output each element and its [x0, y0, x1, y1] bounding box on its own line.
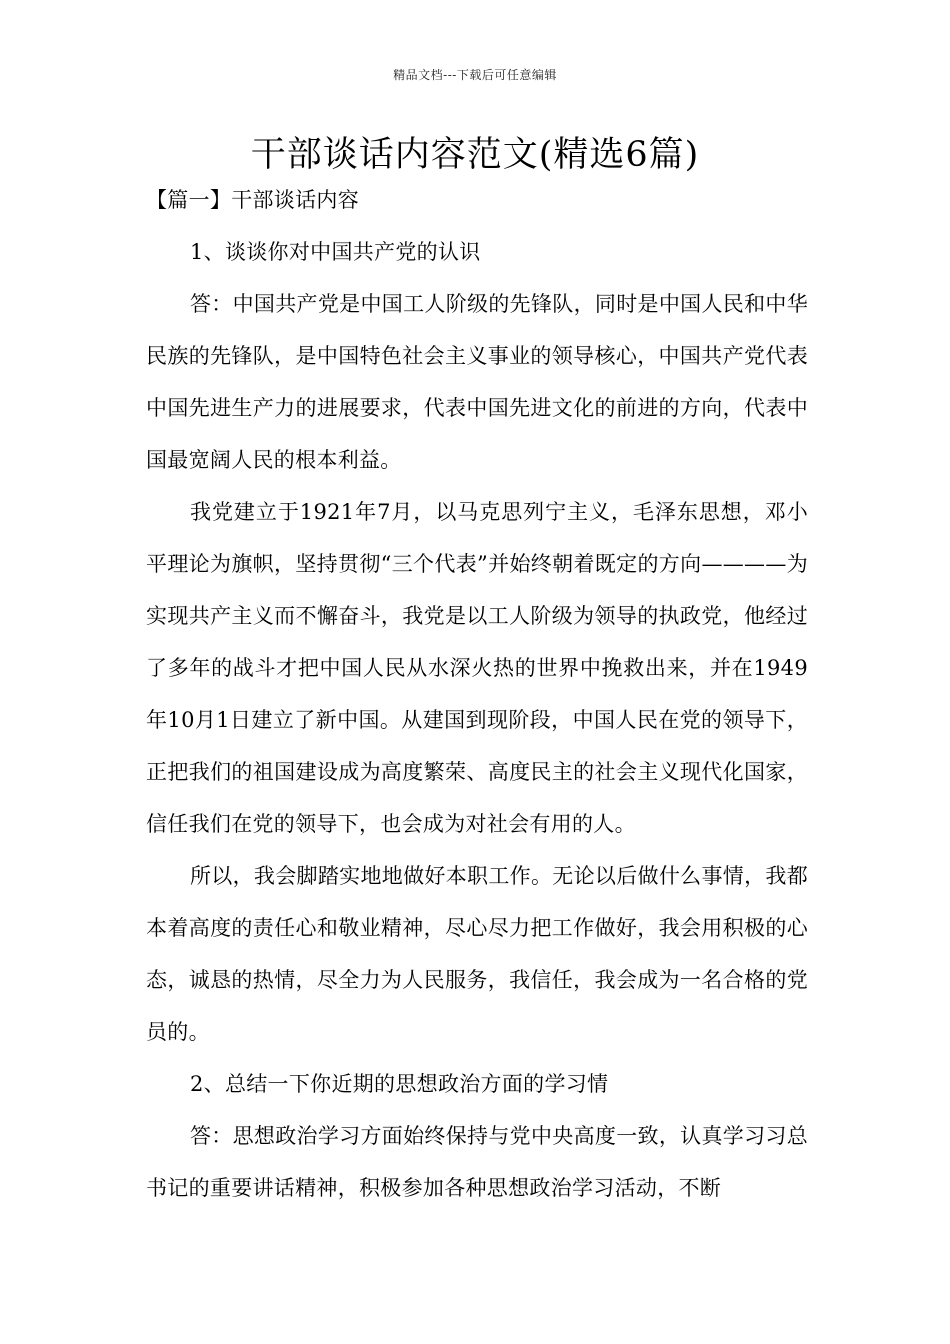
answer-1-paragraph-1: 答：中国共产党是中国工人阶级的先锋队，同时是中国人民和中华民族的先锋队，是中国特色社会主义事业的领导核心，中国共产党代表中国先进生产力的进展要求，代表中国先进文化的前进的方向，代表中国最宽阔人民的根本利益。 — [146, 292, 808, 472]
section-heading: 【篇一】干部谈话内容 — [146, 188, 359, 212]
document-body — [146, 180, 808, 1214]
answer-1-paragraph-3: 所以，我会脚踏实地地做好本职工作。无论以后做什么事情，我都本着高度的责任心和敬业精神，尽心尽力把工作做好，我会用积极的心态，诚恳的热情，尽全力为人民服务，我信任，我会成为一名合格的党员的。 — [146, 864, 808, 1044]
header-note: 精品文档---下载后可任意编辑 — [393, 68, 557, 82]
question-2: 2、总结一下你近期的思想政治方面的学习情 — [190, 1072, 609, 1096]
answer-1-paragraph-2: 我党建立于1921年7月，以马克思列宁主义，毛泽东思想，邓小平理论为旗帜，坚持贯彻“三个代表”并始终朝着既定的方向————为实现共产主义而不懈奋斗，我党是以工人阶级为领导的执政党，他经过了多年的战斗才把中国人民从水深火热的世界中挽救出来，并在1949年10月1日建立了新中国。从建国到现阶段，中国人民在党的领导下，正把我们的祖国建设成为高度繁荣、高度民主的社会主义现代化国家，信任我们在党的领导下，也会成为对社会有用的人。 — [146, 500, 808, 836]
answer-2-paragraph-1: 答：思想政治学习方面始终保持与党中央高度一致，认真学习习总书记的重要讲话精神，积极参加各种思想政治学习活动，不断 — [146, 1124, 808, 1200]
question-1: 1、谈谈你对中国共产党的认识 — [190, 240, 481, 264]
document-title: 干部谈话内容范文(精选6篇) — [250, 135, 700, 175]
